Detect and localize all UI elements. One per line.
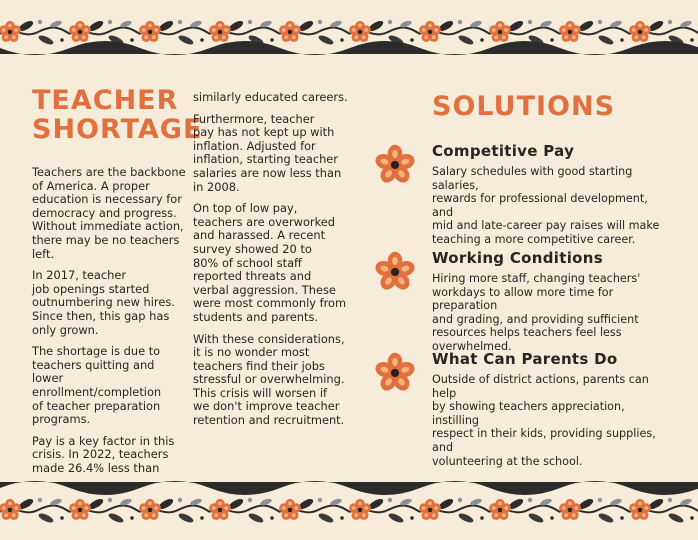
orange-flower-icon xyxy=(372,350,418,396)
scallop-edge xyxy=(0,41,698,55)
heading-line-1: TEACHER xyxy=(32,85,179,116)
paragraph: With these considerations, it is no wonder most teachers find their jobs stressful or overwhelming. This crisis will worsen if we don't improve teacher retention and recruitment. xyxy=(193,331,345,428)
solution-text: Salary schedules with good starting salaries, rewards for professional development, and mid and late-career pay raises will make teaching a more competitive career. xyxy=(432,165,660,246)
solution-text: Hiring more staff, changing teachers' workdays to allow more time for preparation and grading, and providing sufficient resources helps teachers feel less overwhelmed. xyxy=(432,272,641,353)
paragraph: The shortage is due to teachers quitting and lower enrollment/completion of teacher preparation programs. xyxy=(32,344,162,427)
solution-title: What Can Parents Do xyxy=(432,350,618,368)
paragraph: In 2017, teacher job openings started outnumbering new hires. Since then, this gap has only grown. xyxy=(32,268,175,337)
paragraph: Pay is a key factor in this crisis. In 2022, teachers made 26.4% less than xyxy=(32,433,175,475)
paragraph: similarly educated careers. xyxy=(193,90,348,104)
paragraph: On top of low pay, teachers are overworked and harassed. A recent survey showed 20 to 80% of school staff reported threats and verbal aggression. These were most commonly from students and parents. xyxy=(193,201,347,324)
orange-flower-icon xyxy=(372,142,418,188)
floral-vine-border-icon xyxy=(0,497,698,524)
heading-line-2: SHORTAGE xyxy=(32,114,203,146)
solution-text: Outside of district actions, parents can help by showing teachers appreciation, instilling respect in their kids, providing supplies, and volunteering at the school. xyxy=(432,373,656,468)
middle-text-column xyxy=(193,91,351,436)
solution-title: Working Conditions xyxy=(432,249,603,267)
scallop-edge xyxy=(0,481,698,495)
left-text-column xyxy=(32,166,188,483)
paragraph: Furthermore, teacher pay has not kept up with inflation. Adjusted for inflation, starting teacher salaries are now less than in 2008. xyxy=(193,111,342,194)
bottom-floral-border xyxy=(0,480,698,528)
solutions-heading: SOLUTIONS xyxy=(432,91,616,122)
solution-title: Competitive Pay xyxy=(432,142,575,160)
teacher-shortage-heading xyxy=(32,85,203,146)
orange-flower-icon xyxy=(372,249,418,295)
top-floral-border xyxy=(0,10,698,58)
paragraph: Teachers are the backbone of America. A proper education is necessary for democracy and progress. Without immediate action, there may be no teachers left. xyxy=(32,165,186,261)
